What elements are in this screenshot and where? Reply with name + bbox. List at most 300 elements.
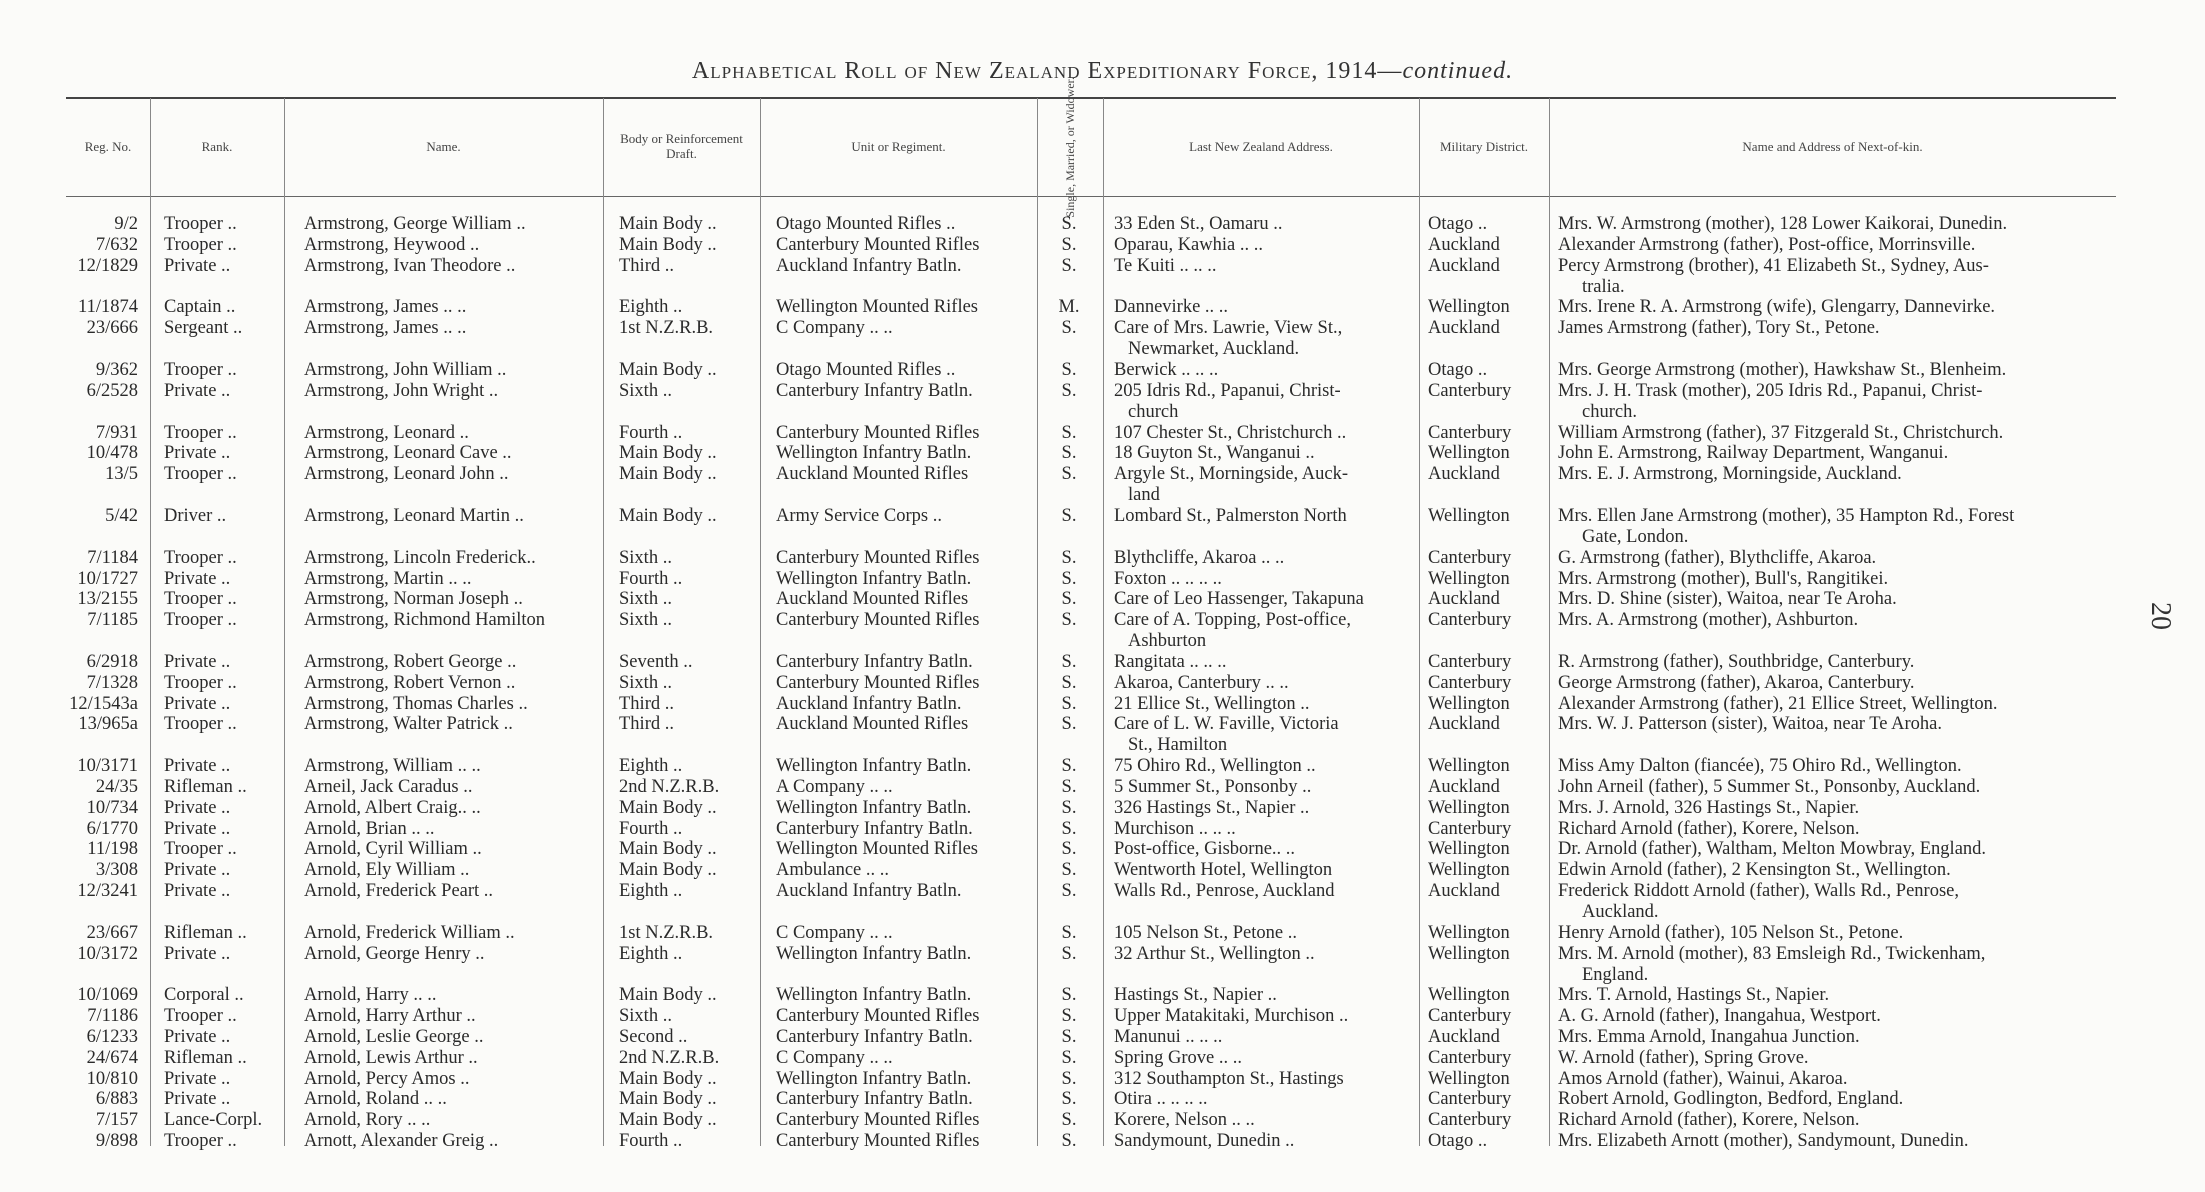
cell-rank	[164, 798, 294, 819]
cell-marital-status	[1054, 881, 1084, 902]
cell-district	[1428, 464, 1544, 485]
cell-name	[304, 1006, 600, 1027]
cell-marital-status	[1054, 860, 1084, 881]
cell-marital-status	[1054, 381, 1084, 402]
cell-address-text: Lombard St., Palmerston North	[1114, 506, 1347, 526]
table-row	[0, 923, 2205, 944]
cell-next-of-kin	[1558, 443, 2118, 464]
cell-next-of-kin-text: Mrs. T. Arnold, Hastings St., Napier.	[1558, 985, 1830, 1006]
cell-rank	[164, 589, 294, 610]
cell-marital-status-text: S.	[1061, 318, 1077, 339]
cell-unit	[776, 673, 1031, 694]
cell-body-draft	[619, 506, 754, 527]
cell-rank-text: Trooper ..	[164, 547, 237, 568]
cell-reg-no	[50, 297, 138, 318]
cell-district-text: Wellington	[1428, 839, 1510, 860]
cell-rank-text: Private ..	[164, 818, 231, 839]
cell-marital-status	[1054, 297, 1084, 318]
cell-next-of-kin	[1558, 923, 2118, 944]
cell-next-of-kin-text: John E. Armstrong, Railway Department, Wanganui.	[1558, 443, 1949, 464]
cell-district-text: Wellington	[1428, 860, 1510, 881]
cell-reg-no	[50, 256, 138, 277]
table-row	[0, 380, 2205, 422]
cell-district-text: Wellington	[1428, 985, 1510, 1006]
cell-body-draft	[619, 839, 754, 860]
cell-marital-status-text: S.	[1061, 610, 1077, 631]
cell-body-draft-text: Main Body ..	[619, 234, 717, 255]
cell-district	[1428, 881, 1544, 902]
cell-unit-text: Canterbury Mounted Rifles	[776, 1110, 980, 1131]
cell-rank-text: Trooper ..	[164, 1006, 237, 1027]
cell-address	[1114, 506, 1414, 527]
cell-reg-no	[50, 569, 138, 590]
cell-address	[1114, 297, 1414, 318]
cell-reg-no-text: 7/1186	[87, 1006, 138, 1027]
cell-next-of-kin	[1558, 548, 2118, 569]
cell-name	[304, 985, 600, 1006]
cell-district-text: Canterbury	[1428, 672, 1512, 693]
cell-district	[1428, 256, 1544, 277]
cell-next-of-kin-text: Mrs. George Armstrong (mother), Hawkshaw St., Blenheim.	[1558, 360, 2007, 380]
table-row	[0, 1048, 2205, 1069]
cell-unit	[776, 423, 1031, 444]
cell-name-text: Arnold, Frederick Peart ..	[304, 881, 494, 901]
cell-marital-status	[1054, 464, 1084, 485]
cell-address-text: Care of Leo Hassenger, Takapuna	[1114, 589, 1364, 610]
cell-next-of-kin-text: Frederick Riddott Arnold (father), Walls Rd., Penrose,	[1558, 881, 1959, 901]
cell-reg-no	[50, 1131, 138, 1152]
cell-marital-status	[1054, 798, 1084, 819]
cell-body-draft-text: Fourth ..	[619, 1131, 683, 1151]
cell-body-draft-text: Main Body ..	[619, 1068, 717, 1089]
header-marital-status	[1037, 76, 1103, 218]
cell-address-continuation: Newmarket, Auckland.	[1128, 339, 1300, 360]
cell-next-of-kin-text: Alexander Armstrong (father), 21 Ellice Street, Wellington.	[1558, 693, 1998, 714]
cell-district-text: Wellington	[1428, 693, 1510, 714]
cell-unit	[776, 1089, 1031, 1110]
cell-rank	[164, 297, 294, 318]
cell-reg-no	[50, 694, 138, 715]
cell-district	[1428, 777, 1544, 798]
cell-body-draft-text: 1st N.Z.R.B.	[619, 318, 714, 339]
cell-unit	[776, 1110, 1031, 1131]
cell-next-of-kin	[1558, 235, 2118, 256]
cell-name-text: Armstrong, Robert George ..	[304, 652, 517, 672]
cell-unit	[776, 798, 1031, 819]
cell-body-draft-text: Eighth ..	[619, 943, 683, 964]
cell-body-draft-text: Seventh ..	[619, 652, 693, 672]
cell-rank	[164, 423, 294, 444]
cell-rank	[164, 569, 294, 590]
cell-district	[1428, 569, 1544, 590]
cell-address	[1114, 464, 1414, 506]
cell-reg-no-text: 3/308	[95, 860, 138, 881]
table-row	[0, 1027, 2205, 1048]
cell-unit	[776, 548, 1031, 569]
cell-district-text: Auckland	[1428, 234, 1500, 255]
cell-reg-no	[50, 1089, 138, 1110]
cell-district	[1428, 985, 1544, 1006]
cell-district	[1428, 589, 1544, 610]
cell-rank-text: Captain ..	[164, 297, 236, 318]
cell-district-text: Otago ..	[1428, 1131, 1488, 1151]
cell-next-of-kin	[1558, 756, 2118, 777]
cell-marital-status	[1054, 777, 1084, 798]
cell-reg-no	[50, 610, 138, 631]
cell-marital-status	[1054, 610, 1084, 631]
cell-unit	[776, 214, 1031, 235]
cell-rank	[164, 694, 294, 715]
cell-next-of-kin	[1558, 360, 2118, 381]
cell-name	[304, 360, 600, 381]
cell-next-of-kin	[1558, 1110, 2118, 1131]
cell-next-of-kin	[1558, 506, 2118, 547]
cell-rank-text: Trooper ..	[164, 422, 237, 443]
cell-district	[1428, 673, 1544, 694]
cell-name	[304, 839, 600, 860]
cell-next-of-kin-continuation: Auckland.	[1582, 902, 1659, 922]
cell-next-of-kin-text: Henry Arnold (father), 105 Nelson St., Petone.	[1558, 922, 1904, 943]
cell-unit-text: Canterbury Mounted Rifles	[776, 422, 980, 443]
cell-unit-text: Wellington Infantry Batln.	[776, 443, 972, 464]
cell-body-draft	[619, 694, 754, 715]
cell-name-text: Armstrong, William .. ..	[304, 756, 481, 777]
cell-unit-text: Auckland Infantry Batln.	[776, 255, 962, 276]
cell-unit	[776, 756, 1031, 777]
cell-marital-status-text: S.	[1061, 234, 1077, 255]
cell-unit	[776, 1048, 1031, 1069]
cell-name	[304, 443, 600, 464]
cell-reg-no	[50, 819, 138, 840]
cell-marital-status	[1054, 1110, 1084, 1131]
cell-district	[1428, 694, 1544, 715]
cell-body-draft-text: Main Body ..	[619, 214, 717, 234]
cell-unit	[776, 1027, 1031, 1048]
cell-rank	[164, 360, 294, 381]
cell-district	[1428, 506, 1544, 527]
cell-unit	[776, 506, 1031, 527]
cell-next-of-kin-text: George Armstrong (father), Akaroa, Canterbury.	[1558, 672, 1915, 693]
cell-unit	[776, 777, 1031, 798]
cell-district	[1428, 548, 1544, 569]
cell-district	[1428, 360, 1544, 381]
cell-address	[1114, 756, 1414, 777]
cell-unit-text: Canterbury Mounted Rifles	[776, 1006, 980, 1027]
table-row	[0, 777, 2205, 798]
cell-name-text: Armstrong, George William ..	[304, 214, 526, 234]
cell-reg-no-text: 12/1829	[77, 255, 138, 276]
cell-marital-status	[1054, 1027, 1084, 1048]
cell-name	[304, 694, 600, 715]
cell-address-text: 75 Ohiro Rd., Wellington ..	[1114, 756, 1316, 777]
cell-address	[1114, 1110, 1414, 1131]
cell-marital-status-text: S.	[1061, 1110, 1077, 1131]
cell-body-draft	[619, 819, 754, 840]
cell-address-text: Care of A. Topping, Post-office,	[1114, 610, 1351, 631]
cell-rank-text: Trooper ..	[164, 714, 237, 735]
cell-rank-text: Trooper ..	[164, 234, 237, 255]
cell-rank	[164, 1048, 294, 1069]
cell-marital-status-text: S.	[1061, 589, 1077, 610]
cell-rank-text: Sergeant ..	[164, 318, 243, 339]
cell-next-of-kin	[1558, 777, 2118, 798]
cell-next-of-kin	[1558, 1006, 2118, 1027]
cell-address	[1114, 1131, 1414, 1152]
cell-reg-no	[50, 360, 138, 381]
table-row	[0, 694, 2205, 715]
cell-next-of-kin	[1558, 464, 2118, 485]
cell-district	[1428, 839, 1544, 860]
cell-marital-status-text: S.	[1061, 1131, 1077, 1151]
cell-next-of-kin	[1558, 214, 2118, 235]
cell-address-text: Dannevirke .. ..	[1114, 297, 1229, 318]
cell-marital-status-text: S.	[1061, 1068, 1077, 1089]
cell-reg-no-text: 7/157	[95, 1110, 138, 1131]
cell-name-text: Arnold, Frederick William ..	[304, 922, 515, 943]
cell-address-text: Rangitata .. .. ..	[1114, 652, 1227, 672]
cell-marital-status	[1054, 256, 1084, 277]
cell-name-text: Arnold, George Henry ..	[304, 943, 485, 964]
cell-reg-no	[50, 1069, 138, 1090]
table-row	[0, 297, 2205, 318]
cell-address-continuation: St., Hamilton	[1128, 735, 1228, 756]
cell-next-of-kin	[1558, 318, 2118, 339]
cell-unit-text: Canterbury Mounted Rifles	[776, 234, 980, 255]
table-row	[0, 235, 2205, 256]
cell-marital-status	[1054, 589, 1084, 610]
cell-rank-text: Private ..	[164, 943, 231, 964]
cell-next-of-kin	[1558, 589, 2118, 610]
cell-name-text: Arnold, Harry Arthur ..	[304, 1006, 476, 1027]
cell-next-of-kin-text: R. Armstrong (father), Southbridge, Canterbury.	[1558, 652, 1915, 672]
cell-reg-no-text: 7/1184	[87, 547, 138, 568]
cell-district-text: Canterbury	[1428, 652, 1512, 672]
cell-district-text: Canterbury	[1428, 1006, 1512, 1027]
cell-next-of-kin	[1558, 819, 2118, 840]
cell-body-draft-text: Fourth ..	[619, 568, 683, 589]
cell-name-text: Arneil, Jack Caradus ..	[304, 777, 473, 797]
cell-district-text: Canterbury	[1428, 1089, 1512, 1110]
cell-rank-text: Private ..	[164, 693, 231, 714]
cell-marital-status-text: S.	[1061, 714, 1077, 735]
cell-unit	[776, 569, 1031, 590]
cell-address-text: Post-office, Gisborne.. ..	[1114, 839, 1296, 860]
cell-district-text: Auckland	[1428, 1027, 1500, 1047]
cell-next-of-kin-continuation: Gate, London.	[1582, 527, 1689, 547]
cell-reg-no	[50, 506, 138, 527]
cell-district	[1428, 318, 1544, 339]
cell-reg-no-text: 10/734	[86, 797, 138, 818]
cell-name-text: Arnold, Leslie George ..	[304, 1027, 484, 1047]
cell-rank-text: Corporal ..	[164, 985, 244, 1006]
cell-district-text: Wellington	[1428, 443, 1510, 464]
cell-district	[1428, 714, 1544, 735]
cell-body-draft	[619, 443, 754, 464]
cell-next-of-kin	[1558, 297, 2118, 318]
cell-name	[304, 1131, 600, 1152]
cell-address-text: 32 Arthur St., Wellington ..	[1114, 943, 1315, 964]
cell-name-text: Arnold, Percy Amos ..	[304, 1068, 470, 1089]
cell-marital-status	[1054, 443, 1084, 464]
cell-body-draft	[619, 1089, 754, 1110]
cell-next-of-kin-text: Alexander Armstrong (father), Post-office, Morrinsville.	[1558, 234, 1976, 255]
cell-marital-status-text: S.	[1061, 1027, 1077, 1047]
cell-name	[304, 589, 600, 610]
cell-address-text: 107 Chester St., Christchurch ..	[1114, 422, 1347, 443]
cell-address	[1114, 1069, 1414, 1090]
table-row	[0, 819, 2205, 840]
cell-reg-no	[50, 1048, 138, 1069]
cell-district-text: Auckland	[1428, 255, 1500, 276]
cell-next-of-kin-text: Richard Arnold (father), Korere, Nelson.	[1558, 1110, 1860, 1131]
cell-name	[304, 1027, 600, 1048]
cell-unit-text: Canterbury Infantry Batln.	[776, 1027, 973, 1047]
cell-reg-no-text: 5/42	[105, 506, 138, 526]
cell-next-of-kin	[1558, 1131, 2118, 1152]
cell-unit-text: Otago Mounted Rifles ..	[776, 360, 956, 380]
table-row	[0, 589, 2205, 610]
table-row	[0, 673, 2205, 694]
cell-district-text: Wellington	[1428, 797, 1510, 818]
cell-address	[1114, 423, 1414, 444]
cell-unit-text: C Company .. ..	[776, 922, 893, 943]
cell-body-draft-text: Fourth ..	[619, 422, 683, 443]
cell-name	[304, 652, 600, 673]
cell-name	[304, 923, 600, 944]
cell-district	[1428, 214, 1544, 235]
header-rank: Rank.	[201, 138, 233, 154]
cell-unit	[776, 881, 1031, 902]
cell-address	[1114, 860, 1414, 881]
cell-marital-status-text: S.	[1061, 506, 1077, 526]
cell-name	[304, 1089, 600, 1110]
cell-name	[304, 235, 600, 256]
cell-address	[1114, 819, 1414, 840]
cell-name	[304, 860, 600, 881]
table-row	[0, 443, 2205, 464]
cell-address-text: Care of L. W. Faville, Victoria	[1114, 714, 1339, 735]
cell-marital-status-text: M.	[1058, 297, 1080, 318]
cell-rank	[164, 1027, 294, 1048]
cell-unit	[776, 944, 1031, 965]
cell-name-text: Arnold, Ely William ..	[304, 860, 470, 881]
cell-name-text: Armstrong, Heywood ..	[304, 234, 480, 255]
cell-next-of-kin-text: Mrs. J. Arnold, 326 Hastings St., Napier.	[1558, 797, 1860, 818]
cell-unit-text: Wellington Infantry Batln.	[776, 756, 972, 777]
cell-unit	[776, 381, 1031, 402]
cell-marital-status	[1054, 694, 1084, 715]
header-body-draft: Body or Reinforcement Draft.	[620, 131, 743, 161]
cell-marital-status	[1054, 318, 1084, 339]
table-row	[0, 839, 2205, 860]
cell-name	[304, 714, 600, 735]
cell-body-draft	[619, 610, 754, 631]
cell-rank	[164, 235, 294, 256]
cell-unit-text: Otago Mounted Rifles ..	[776, 214, 956, 234]
cell-rank	[164, 652, 294, 673]
cell-next-of-kin-text: Mrs. Emma Arnold, Inangahua Junction.	[1558, 1027, 1860, 1047]
cell-rank-text: Trooper ..	[164, 672, 237, 693]
cell-next-of-kin-text: Mrs. Irene R. A. Armstrong (wife), Glengarry, Dannevirke.	[1558, 297, 1996, 318]
cell-rank-text: Rifleman ..	[164, 777, 247, 797]
cell-district	[1428, 235, 1544, 256]
cell-unit-text: Canterbury Mounted Rifles	[776, 610, 980, 631]
cell-next-of-kin-text: G. Armstrong (father), Blythcliffe, Akaroa.	[1558, 547, 1877, 568]
cell-district	[1428, 1069, 1544, 1090]
cell-body-draft-text: Eighth ..	[619, 297, 683, 318]
cell-rank	[164, 1131, 294, 1152]
cell-address-text: Oparau, Kawhia .. ..	[1114, 234, 1263, 255]
header-reg-no: Reg. No.	[84, 138, 132, 154]
cell-name	[304, 548, 600, 569]
cell-next-of-kin	[1558, 652, 2118, 673]
cell-name	[304, 1048, 600, 1069]
cell-reg-no	[50, 423, 138, 444]
cell-rank	[164, 318, 294, 339]
cell-name-text: Arnold, Cyril William ..	[304, 839, 482, 860]
cell-district-text: Wellington	[1428, 506, 1510, 526]
cell-reg-no-text: 12/1543a	[69, 693, 138, 714]
cell-name-text: Arnold, Harry .. ..	[304, 985, 437, 1006]
cell-address-continuation: Ashburton	[1128, 631, 1207, 652]
cell-rank	[164, 506, 294, 527]
cell-body-draft	[619, 860, 754, 881]
cell-unit-text: Canterbury Mounted Rifles	[776, 1131, 980, 1151]
cell-name-text: Armstrong, Leonard John ..	[304, 464, 509, 485]
cell-rank-text: Trooper ..	[164, 360, 237, 380]
cell-unit	[776, 610, 1031, 631]
cell-rank-text: Private ..	[164, 568, 231, 589]
cell-rank	[164, 610, 294, 631]
cell-address-text: Sandymount, Dunedin ..	[1114, 1131, 1295, 1151]
cell-reg-no	[50, 673, 138, 694]
cell-reg-no-text: 24/674	[86, 1047, 138, 1068]
cell-rank	[164, 860, 294, 881]
table-row	[0, 881, 2205, 922]
cell-address-text: Wentworth Hotel, Wellington	[1114, 860, 1333, 881]
cell-address	[1114, 798, 1414, 819]
cell-next-of-kin	[1558, 798, 2118, 819]
cell-rank	[164, 1069, 294, 1090]
cell-unit	[776, 443, 1031, 464]
cell-unit	[776, 985, 1031, 1006]
cell-unit	[776, 694, 1031, 715]
cell-unit	[776, 235, 1031, 256]
cell-body-draft-text: Main Body ..	[619, 506, 717, 526]
cell-name-text: Arnold, Lewis Arthur ..	[304, 1047, 478, 1068]
cell-reg-no-text: 6/883	[95, 1089, 138, 1110]
cell-address	[1114, 714, 1414, 756]
table-row	[0, 360, 2205, 381]
cell-rank-text: Private ..	[164, 1068, 231, 1089]
cell-address-text: Care of Mrs. Lawrie, View St.,	[1114, 318, 1343, 339]
cell-district	[1428, 798, 1544, 819]
cell-unit	[776, 256, 1031, 277]
cell-next-of-kin	[1558, 881, 2118, 922]
cell-name	[304, 297, 600, 318]
cell-body-draft-text: Second ..	[619, 1027, 688, 1047]
cell-district-text: Wellington	[1428, 297, 1510, 318]
cell-reg-no-text: 24/35	[95, 777, 138, 797]
cell-body-draft-text: Eighth ..	[619, 756, 683, 777]
cell-next-of-kin-text: Mrs. Armstrong (mother), Bull's, Rangitikei.	[1558, 568, 1889, 589]
cell-district-text: Wellington	[1428, 568, 1510, 589]
cell-address	[1114, 652, 1414, 673]
cell-unit	[776, 360, 1031, 381]
cell-rank	[164, 777, 294, 798]
cell-rank-text: Trooper ..	[164, 610, 237, 631]
cell-unit-text: Auckland Mounted Rifles	[776, 589, 969, 610]
